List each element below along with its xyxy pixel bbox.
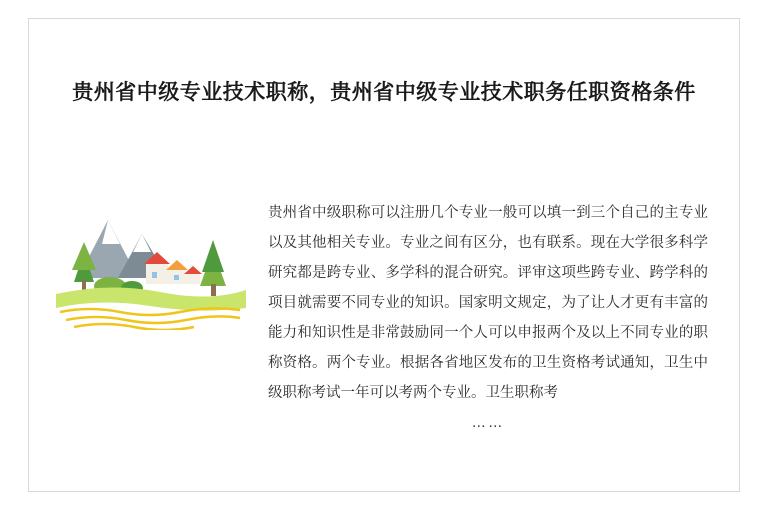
article-ellipsis: …… (471, 415, 505, 431)
article-body (268, 198, 708, 438)
village-mountain-landscape-illustration (50, 190, 250, 330)
page-title: 贵州省中级专业技术职称，贵州省中级专业技术职务任职资格条件 (72, 81, 696, 105)
content-area (40, 190, 728, 470)
article-text: 贵州省中级职称可以注册几个专业一般可以填一到三个自己的主专业以及其他相关专业。专业之间有区分，也有联系。现在大学很多科学研究都是跨专业、多学科的混合研究。评审这项些跨专业、跨学科的项目就需要不同专业的知识。国家明文规定，为了让人才更有丰富的能力和知识性是非常鼓励同一个人可以申报两个及以上不同专业的职称资格。两个专业。根据各省地区发布的卫生资格考试通知，卫生中级职称考试一年可以考两个专业。卫生职称考 (268, 205, 708, 401)
